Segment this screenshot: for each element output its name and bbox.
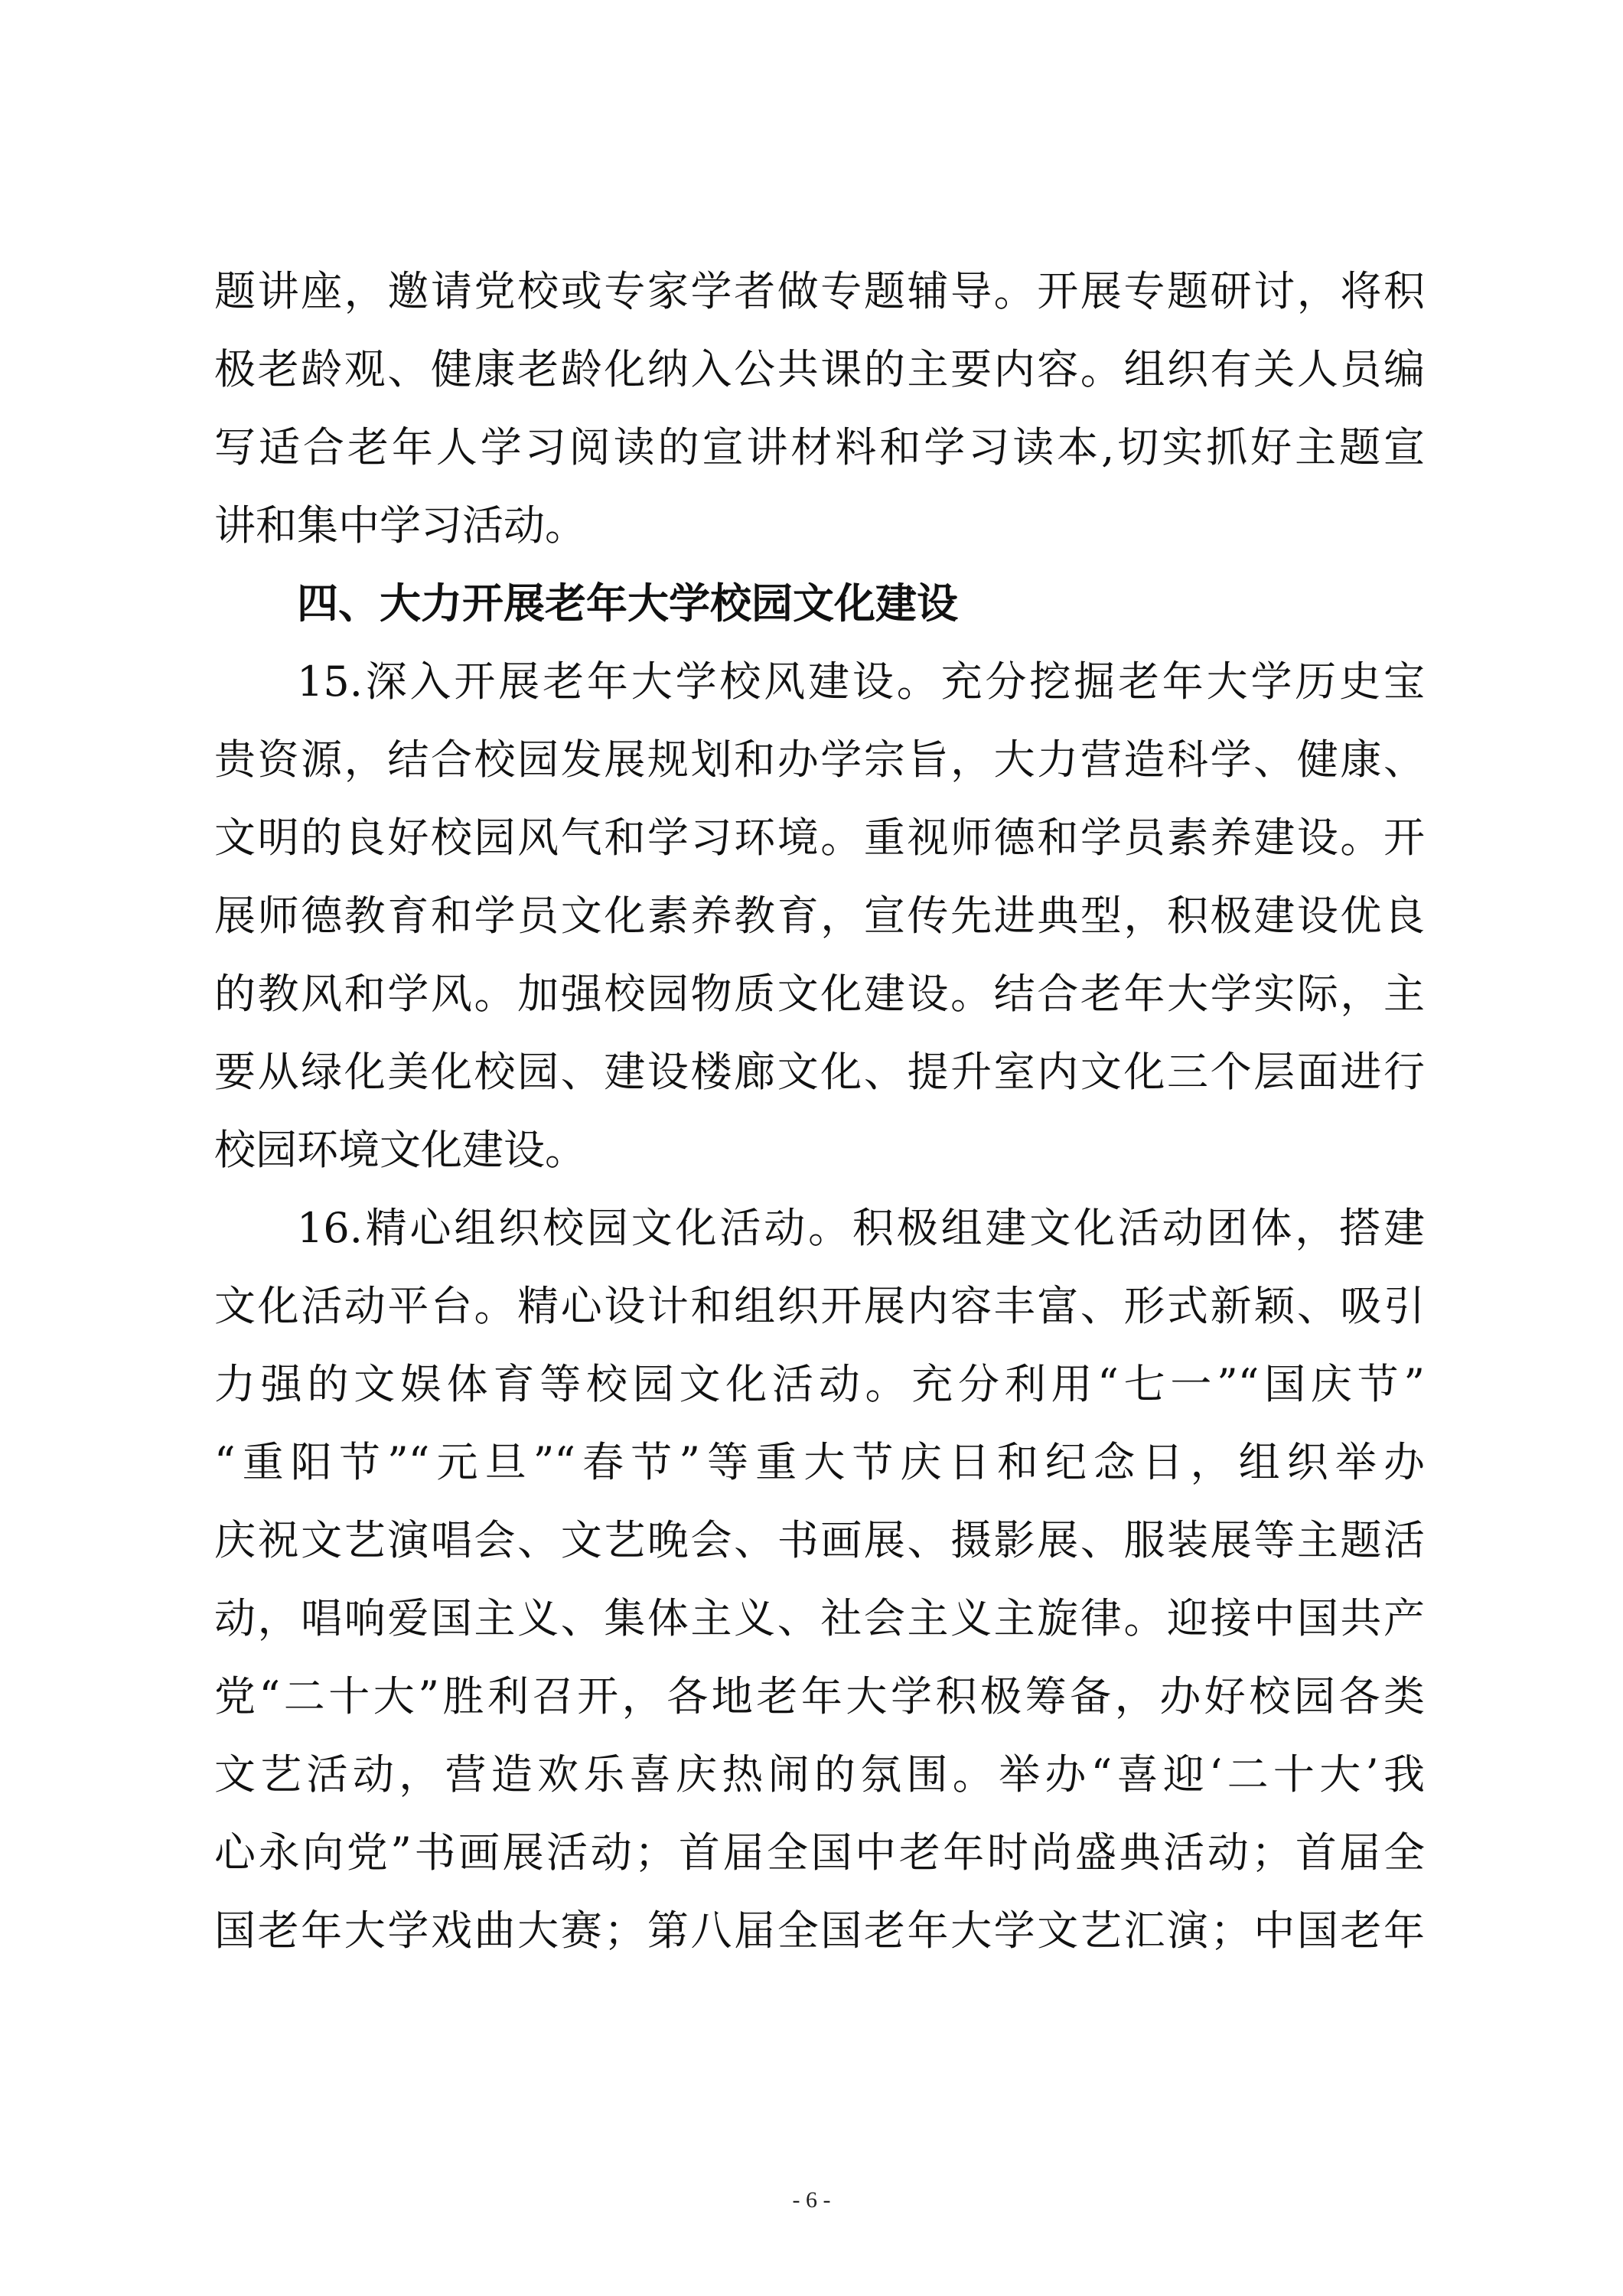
body-line: 校园环境文化建设。 [214,1126,586,1174]
section-heading: 四、大力开展老年大学校园文化建设 [297,579,958,628]
body-line: 15.深入开展老年大学校风建设。充分挖掘老年大学历史宝 [297,657,1425,706]
body-line: 讲和集中学习活动。 [214,501,586,550]
body-line: 极老龄观、健康老龄化纳入公共课的主要内容。组织有关人员编 [214,345,1425,393]
body-line: 的教风和学风。加强校园物质文化建设。结合老年大学实际，主 [214,970,1425,1018]
body-line: 文化活动平台。精心设计和组织开展内容丰富、形式新颖、吸引 [214,1282,1425,1330]
body-line: 展师德教育和学员文化素养教育，宣传先进典型，积极建设优良 [214,892,1425,940]
body-line: 文明的良好校园风气和学习环境。重视师德和学员素养建设。开 [214,814,1425,862]
body-line: 文艺活动，营造欢乐喜庆热闹的氛围。举办“喜迎‘二十大’我 [214,1750,1425,1799]
body-line: 庆祝文艺演唱会、文艺晚会、书画展、摄影展、服装展等主题活 [214,1516,1425,1564]
body-line: 国老年大学戏曲大赛；第八届全国老年大学文艺汇演；中国老年 [214,1906,1425,1955]
body-line: 贵资源，结合校园发展规划和办学宗旨，大力营造科学、健康、 [214,735,1425,784]
page-number: - 6 - [792,2187,831,2213]
body-line: 写适合老年人学习阅读的宣讲材料和学习读本,切实抓好主题宣 [214,423,1425,471]
body-line: “重阳节”“元旦”“春节”等重大节庆日和纪念日，组织举办 [214,1438,1425,1486]
body-line: 动，唱响爱国主义、集体主义、社会主义主旋律。迎接中国共产 [214,1594,1425,1642]
body-text [214,253,1425,1970]
body-line: 力强的文娱体育等校园文化活动。充分利用“七一”“国庆节” [214,1360,1425,1408]
body-line: 16.精心组织校园文化活动。积极组建文化活动团体，搭建 [297,1204,1425,1252]
body-line: 心永向党”书画展活动；首届全国中老年时尚盛典活动；首届全 [214,1828,1425,1877]
body-line: 题讲座，邀请党校或专家学者做专题辅导。开展专题研讨，将积 [214,267,1425,315]
body-line: 要从绿化美化校园、建设楼廊文化、提升室内文化三个层面进行 [214,1048,1425,1096]
body-line: 党“二十大”胜利召开，各地老年大学积极筹备，办好校园各类 [214,1672,1425,1720]
